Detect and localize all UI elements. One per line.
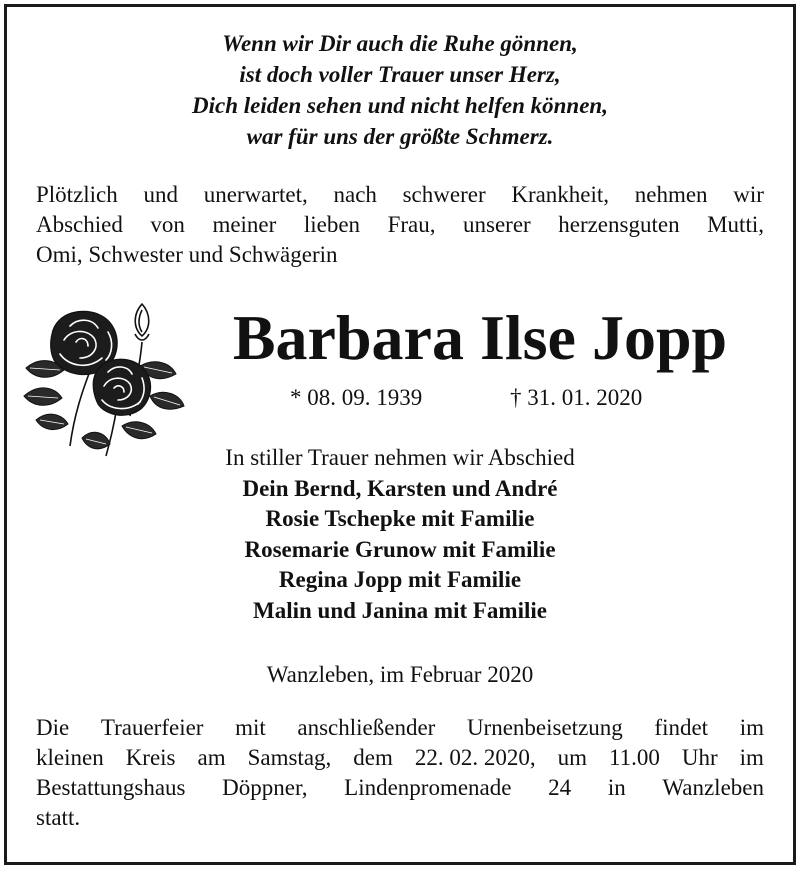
word: Mutti, bbox=[707, 212, 764, 237]
word: Trauerfeier bbox=[100, 715, 204, 740]
service-line bbox=[36, 713, 764, 743]
word: im bbox=[739, 745, 764, 770]
word: 11.00 bbox=[608, 745, 660, 770]
word: Die bbox=[36, 715, 70, 740]
roses-icon bbox=[22, 296, 192, 466]
word: anschließender bbox=[297, 715, 436, 740]
word: mit bbox=[235, 715, 266, 740]
intro-line: Omi, Schwester und Schwägerin bbox=[36, 242, 338, 267]
word: Krankheit, bbox=[511, 182, 610, 207]
word: um bbox=[557, 745, 587, 770]
word: am bbox=[197, 745, 226, 770]
poem-line: war für uns der größte Schmerz. bbox=[246, 124, 554, 149]
word: 24 bbox=[548, 775, 572, 800]
death-date: † 31. 01. 2020 bbox=[510, 385, 643, 410]
word: kleinen bbox=[36, 745, 104, 770]
word: nehmen bbox=[634, 182, 708, 207]
poem-line: ist doch voller Trauer unser Herz, bbox=[239, 62, 561, 87]
intro-line bbox=[36, 210, 764, 240]
word: nach bbox=[333, 182, 377, 207]
service-line bbox=[36, 743, 764, 773]
mourner-name: Rosie Tschepke mit Familie bbox=[265, 506, 535, 531]
word: Lindenpromenade bbox=[344, 775, 512, 800]
service-line bbox=[36, 773, 764, 803]
word: schwerer bbox=[402, 182, 486, 207]
word: und bbox=[143, 182, 178, 207]
mourners-heading: In stiller Trauer nehmen wir Abschied bbox=[225, 445, 575, 470]
word: Abschied bbox=[36, 212, 123, 237]
mourner-name: Dein Bernd, Karsten und André bbox=[242, 475, 558, 501]
word: herzensguten bbox=[558, 212, 680, 237]
word: Wanzleben bbox=[662, 775, 764, 800]
word: Kreis bbox=[125, 745, 176, 770]
word: lieben bbox=[303, 212, 361, 237]
word: Samstag, bbox=[247, 745, 332, 770]
word: Frau, bbox=[387, 212, 436, 237]
word: meiner bbox=[212, 212, 277, 237]
mourner-name: Malin und Janina mit Familie bbox=[253, 597, 547, 623]
word: Bestattungshaus bbox=[36, 775, 186, 800]
intro-text bbox=[36, 180, 764, 270]
word: Uhr bbox=[681, 745, 718, 770]
word: Plötzlich bbox=[36, 182, 118, 207]
word: dem bbox=[353, 745, 393, 770]
service-info bbox=[36, 713, 764, 833]
word: findet bbox=[654, 715, 709, 740]
word: Urnenbeisetzung bbox=[466, 715, 623, 740]
poem-line: Dich leiden sehen und nicht helfen können, bbox=[192, 93, 608, 118]
word: unerwartet, bbox=[203, 182, 308, 207]
place-date: Wanzleben, im Februar 2020 bbox=[266, 662, 534, 687]
deceased-name: Barbara Ilse Jopp bbox=[232, 302, 728, 373]
word: unserer bbox=[463, 212, 531, 237]
word: im bbox=[739, 715, 764, 740]
poem bbox=[0, 28, 800, 152]
intro-line bbox=[36, 180, 764, 210]
word: wir bbox=[733, 182, 764, 207]
word: 22. 02. 2020, bbox=[414, 745, 536, 770]
mourner-name: Regina Jopp mit Familie bbox=[278, 567, 522, 592]
mourner-name: Rosemarie Grunow mit Familie bbox=[244, 536, 556, 562]
service-line: statt. bbox=[36, 805, 81, 830]
word: in bbox=[607, 775, 626, 800]
poem-line: Wenn wir Dir auch die Ruhe gönnen, bbox=[222, 31, 578, 56]
word: Döppner, bbox=[222, 775, 308, 800]
mourners-block bbox=[0, 443, 800, 626]
word: von bbox=[150, 212, 185, 237]
birth-date: * 08. 09. 1939 bbox=[290, 385, 423, 410]
